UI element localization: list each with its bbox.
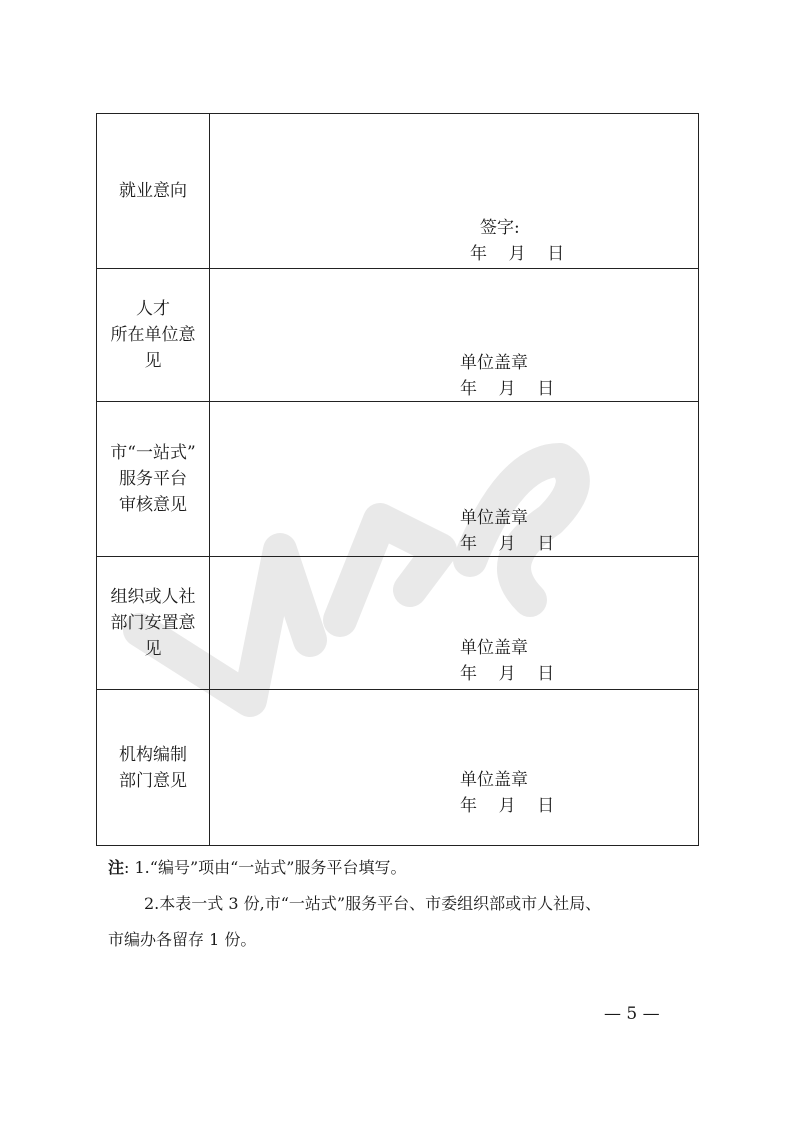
date-line: 年 月 日 bbox=[460, 664, 555, 684]
opinion-cell[interactable] bbox=[210, 557, 699, 690]
approval-form-table bbox=[96, 113, 699, 846]
row-label: 机构编制 bbox=[119, 744, 187, 765]
date-line: 年 月 日 bbox=[470, 244, 565, 264]
row-label: 部门安置意 bbox=[110, 613, 196, 633]
row-label: 部门意见 bbox=[119, 770, 187, 791]
row-label-cell bbox=[97, 269, 210, 402]
table-row bbox=[97, 269, 699, 402]
row-label: 审核意见 bbox=[119, 495, 187, 515]
opinion-cell[interactable] bbox=[210, 402, 699, 557]
table-row bbox=[97, 557, 699, 690]
signature-label: 签字: bbox=[480, 218, 520, 238]
table-row bbox=[97, 114, 699, 269]
date-line: 年 月 日 bbox=[460, 379, 555, 399]
note-line-2: 2.本表一式 3 份,市“一站式”服务平台、市委组织部或市人社局、 bbox=[144, 894, 602, 913]
row-label: 见 bbox=[144, 639, 162, 659]
note-line-1 bbox=[108, 850, 708, 886]
row-label: 服务平台 bbox=[119, 469, 187, 489]
seal-label: 单位盖章 bbox=[460, 638, 528, 658]
table-row bbox=[97, 690, 699, 846]
note-text: : 1.“编号”项由“一站式”服务平台填写。 bbox=[124, 858, 407, 877]
row-label-cell bbox=[97, 557, 210, 690]
row-label: 组织或人社 bbox=[110, 587, 196, 607]
seal-label: 单位盖章 bbox=[460, 770, 528, 790]
row-label: 人才 bbox=[136, 299, 170, 319]
row-label: 就业意向 bbox=[119, 181, 187, 201]
note-line-3: 市编办各留存 1 份。 bbox=[108, 930, 257, 949]
row-label: 所在单位意 bbox=[110, 325, 196, 345]
opinion-cell[interactable] bbox=[210, 269, 699, 402]
note-prefix: 注 bbox=[108, 858, 125, 877]
row-label: 市“一站式” bbox=[110, 443, 196, 463]
row-label-cell bbox=[97, 402, 210, 557]
seal-label: 单位盖章 bbox=[460, 353, 528, 373]
opinion-cell[interactable] bbox=[210, 690, 699, 846]
row-label-cell bbox=[97, 114, 210, 269]
opinion-cell[interactable] bbox=[210, 114, 699, 269]
form-notes bbox=[108, 850, 708, 958]
date-line: 年 月 日 bbox=[460, 796, 555, 816]
row-label-cell bbox=[97, 690, 210, 846]
table-row bbox=[97, 402, 699, 557]
row-label: 见 bbox=[144, 351, 162, 371]
seal-label: 单位盖章 bbox=[460, 508, 528, 528]
page-number: — 5 — bbox=[604, 1004, 660, 1024]
date-line: 年 月 日 bbox=[460, 534, 555, 554]
